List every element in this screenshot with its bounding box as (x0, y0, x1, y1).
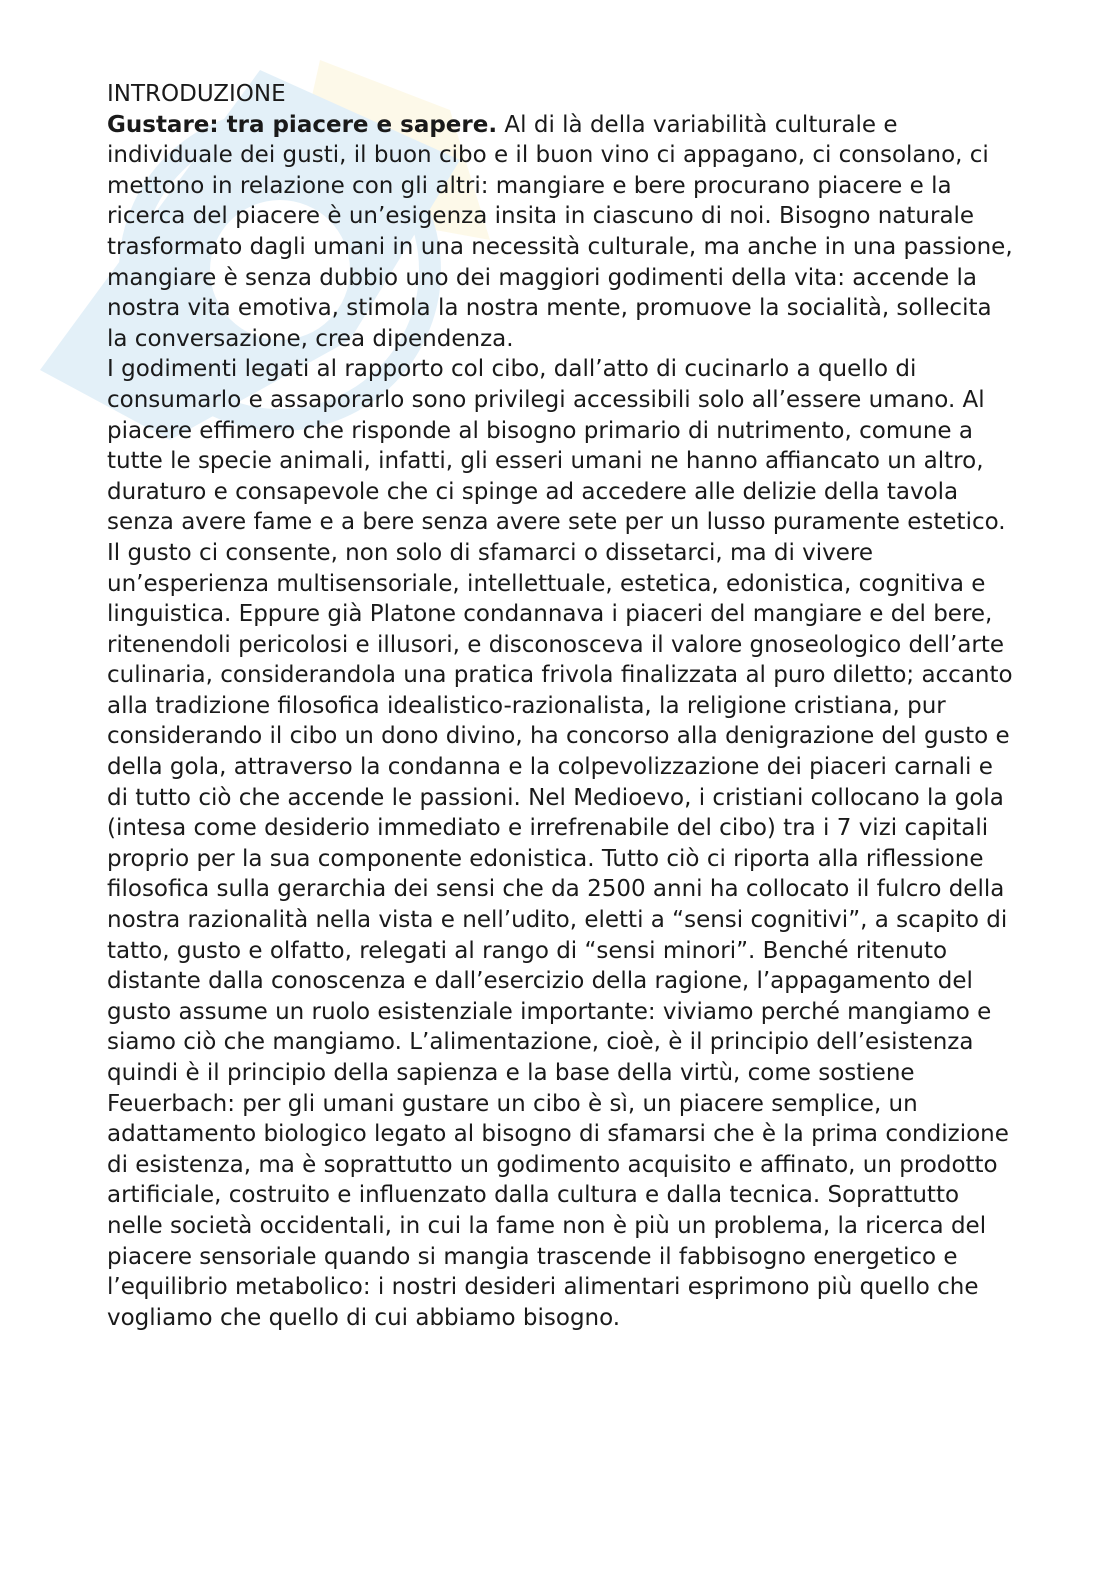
lead-title: Gustare: tra piacere e sapere. (107, 111, 498, 138)
paragraph-2: I godimenti legati al rapporto col cibo, dall’atto di cucinarlo a quello di consumarlo e assaporarlo sono privilegi accessibili solo all’essere umano. Al piacere effimero che risponde al bisogno primario di nutrimento, comune a tutte le specie animali, infatti, gli esseri umani ne hanno affiancato un altro, duraturo e consapevole che ci spinge ad accedere alle delizie della tavola senza avere fame e a bere senza avere sete per un lusso puramente estetico. Il gusto ci consente, non solo di sfamarci o dissetarci, ma di vivere un’esperienza multisensoriale, intellettuale, estetica, edonistica, cognitiva e linguistica. Eppure già Platone condannava i piaceri del mangiare e del bere, ritenendoli pericolosi e illusori, e disconosceva il valore gnoseologico dell’arte culinaria, considerandola una pratica frivola finalizzata al puro diletto; accanto alla tradizione filosofica idealistico-razionalista, la religione cristiana, pur considerando il cibo un dono divino, ha concorso alla denigrazione del gusto e della gola, attraverso la condanna e la colpevolizzazione dei piaceri carnali e di tutto ciò che accende le passioni. Nel Medioevo, i cristiani collocano la gola (intesa come desiderio immediato e irrefrenabile del cibo) tra i 7 vizi capitali proprio per la sua componente edonistica. Tutto ciò ci riporta alla riflessione filosofica sulla gerarchia dei sensi che da 2500 anni ha collocato il fulcro della nostra razionalità nella vista e nell’udito, eletti a “sensi cognitivi”, a scapito di tatto, gusto e olfatto, relegati al rango di “sensi minori”. Benché ritenuto distante dalla conoscenza e dall’esercizio della ragione, l’appagamento del gusto assume un ruolo esistenziale importante: viviamo perché mangiamo e siamo ciò che mangiamo. L’alimentazione, cioè, è il principio dell’esistenza quindi è il principio della sapienza e la base della virtù, come sostiene Feuerbach: per gli umani gustare un cibo è sì, un piacere semplice, un adattamento biologico legato al bisogno di sfamarsi che è la prima condizione di esistenza, ma è soprattutto un godimento acquisito e affinato, un prodotto artificiale, costruito e influenzato dalla cultura e dalla tecnica. Soprattutto nelle società occidentali, in cui la fame non è più un problema, la ricerca del piacere sensoriale quando si mangia trascende il fabbisogno energetico e l’equilibrio metabolico: i nostri desideri alimentari esprimono più quello che vogliamo che quello di cui abbiamo bisogno. (107, 356, 1013, 1331)
paragraph-1 (107, 110, 1017, 355)
document-heading: INTRODUZIONE (107, 81, 286, 107)
paragraph-1-body: Al di là della variabilità culturale e individuale dei gusti, il buon cibo e il buon vino ci appagano, ci consolano, ci mettono in relazione con gli altri: mangiare e bere procurano piacere e la ricerca del piacere è un’esigenza insita in ciascuno di noi. Bisogno naturale trasformato dagli umani in una necessità culturale, ma anche in una passione, mangiare è senza dubbio uno dei maggiori godimenti della vita: accende la nostra vita emotiva, stimola la nostra mente, promuove la socialità, sollecita la conversazione, crea dipendenza. (107, 111, 1013, 352)
document-body (107, 79, 1017, 1333)
